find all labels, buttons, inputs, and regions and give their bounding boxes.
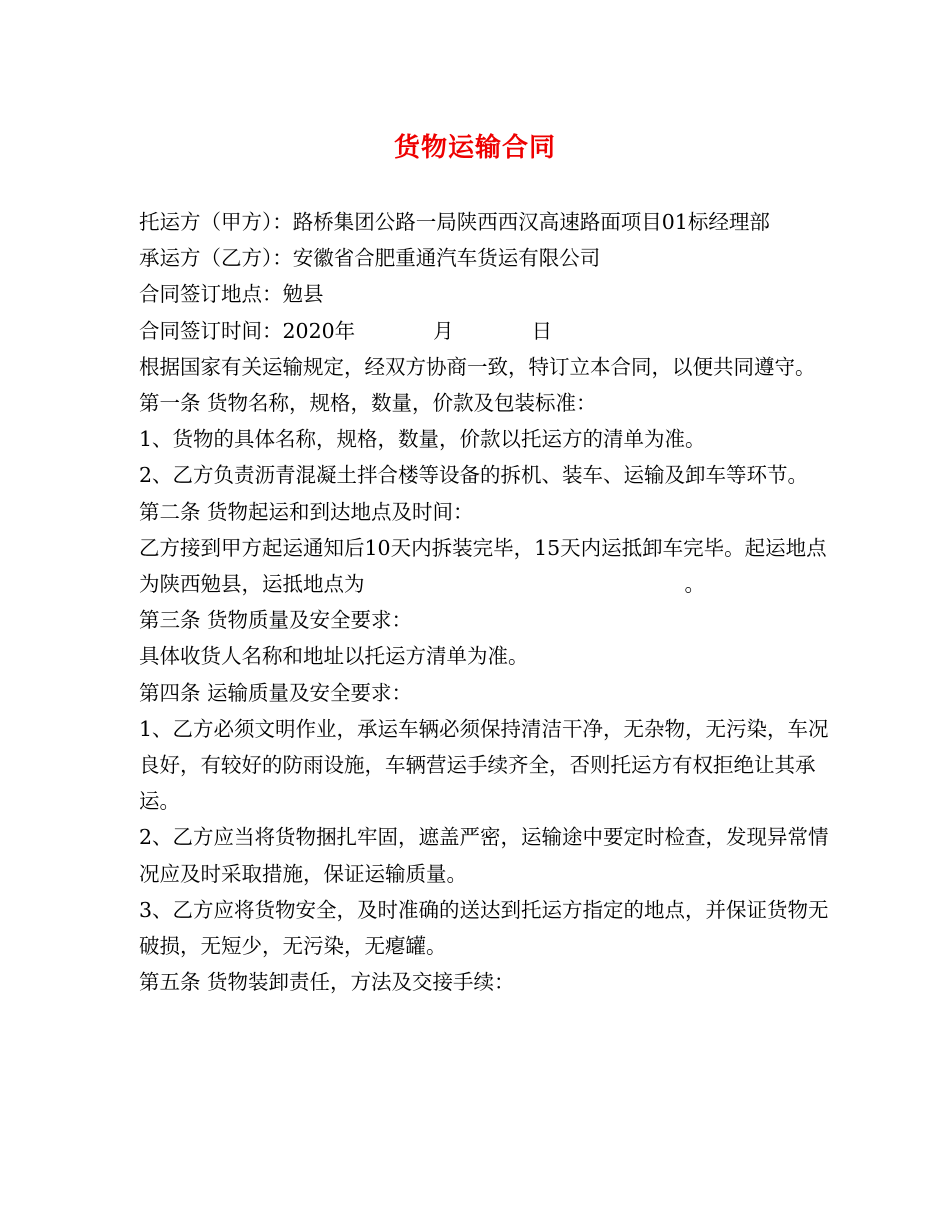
document-body — [139, 204, 829, 1000]
article-4-heading: 第四条 运输质量及安全要求： — [139, 680, 413, 705]
article-1-item-1: 1、货物的具体名称，规格，数量，价款以托运方的清单为准。 — [139, 427, 706, 452]
article-4-item-3: 3、乙方应将货物安全，及时准确的送达到托运方指定的地点，并保证货物无破损，无短少，无污染，无瘪罐。 — [139, 897, 829, 959]
article-1-item-2: 2、乙方负责沥青混凝土拌合楼等设备的拆机、装车、运输及卸车等环节。 — [139, 463, 809, 488]
party-a: 托运方（甲方）：路桥集团公路一局陕西西汉高速路面项目01标经理部 — [139, 210, 770, 234]
article-2-heading: 第二条 货物起运和到达地点及时间： — [139, 499, 474, 524]
article-2-text-end: 。 — [684, 572, 705, 597]
article-1-heading: 第一条 货物名称，规格，数量，价款及包装标准： — [139, 391, 597, 416]
article-2-text-main: 乙方接到甲方起运通知后10天内拆装完毕，15天内运抵卸车完毕。起运地点为陕西勉县，运抵地点为 — [139, 535, 827, 597]
document-title: 货物运输合同 — [393, 133, 556, 163]
party-b: 承运方（乙方）：安徽省合肥重通汽车货运有限公司 — [139, 246, 601, 271]
article-3-text: 具体收货人名称和地址以托运方清单为准。 — [139, 644, 529, 669]
sign-time-day: 日 — [531, 318, 553, 343]
sign-time-prefix: 合同签订时间：2020年 — [139, 318, 356, 343]
sign-time — [139, 313, 829, 349]
article-4-item-1: 1、乙方必须文明作业，承运车辆必须保持清洁干净，无杂物，无污染，车况良好，有较好的防雨设施，车辆营运手续齐全，否则托运方有权拒绝让其承运。 — [139, 716, 829, 814]
sign-time-month: 月 — [433, 318, 454, 343]
sign-place: 合同签订地点：勉县 — [139, 282, 324, 307]
article-4-item-2: 2、乙方应当将货物捆扎牢固，遮盖严密，运输途中要定时检查，发现异常情况应及时采取措施，保证运输质量。 — [139, 825, 829, 886]
article-3-heading: 第三条 货物质量及安全要求： — [139, 608, 413, 633]
article-2-text — [139, 530, 829, 602]
intro-paragraph: 根据国家有关运输规定，经双方协商一致，特订立本合同，以便共同遵守。 — [139, 354, 816, 379]
article-5-heading: 第五条 货物装卸责任，方法及交接手续： — [139, 970, 515, 995]
